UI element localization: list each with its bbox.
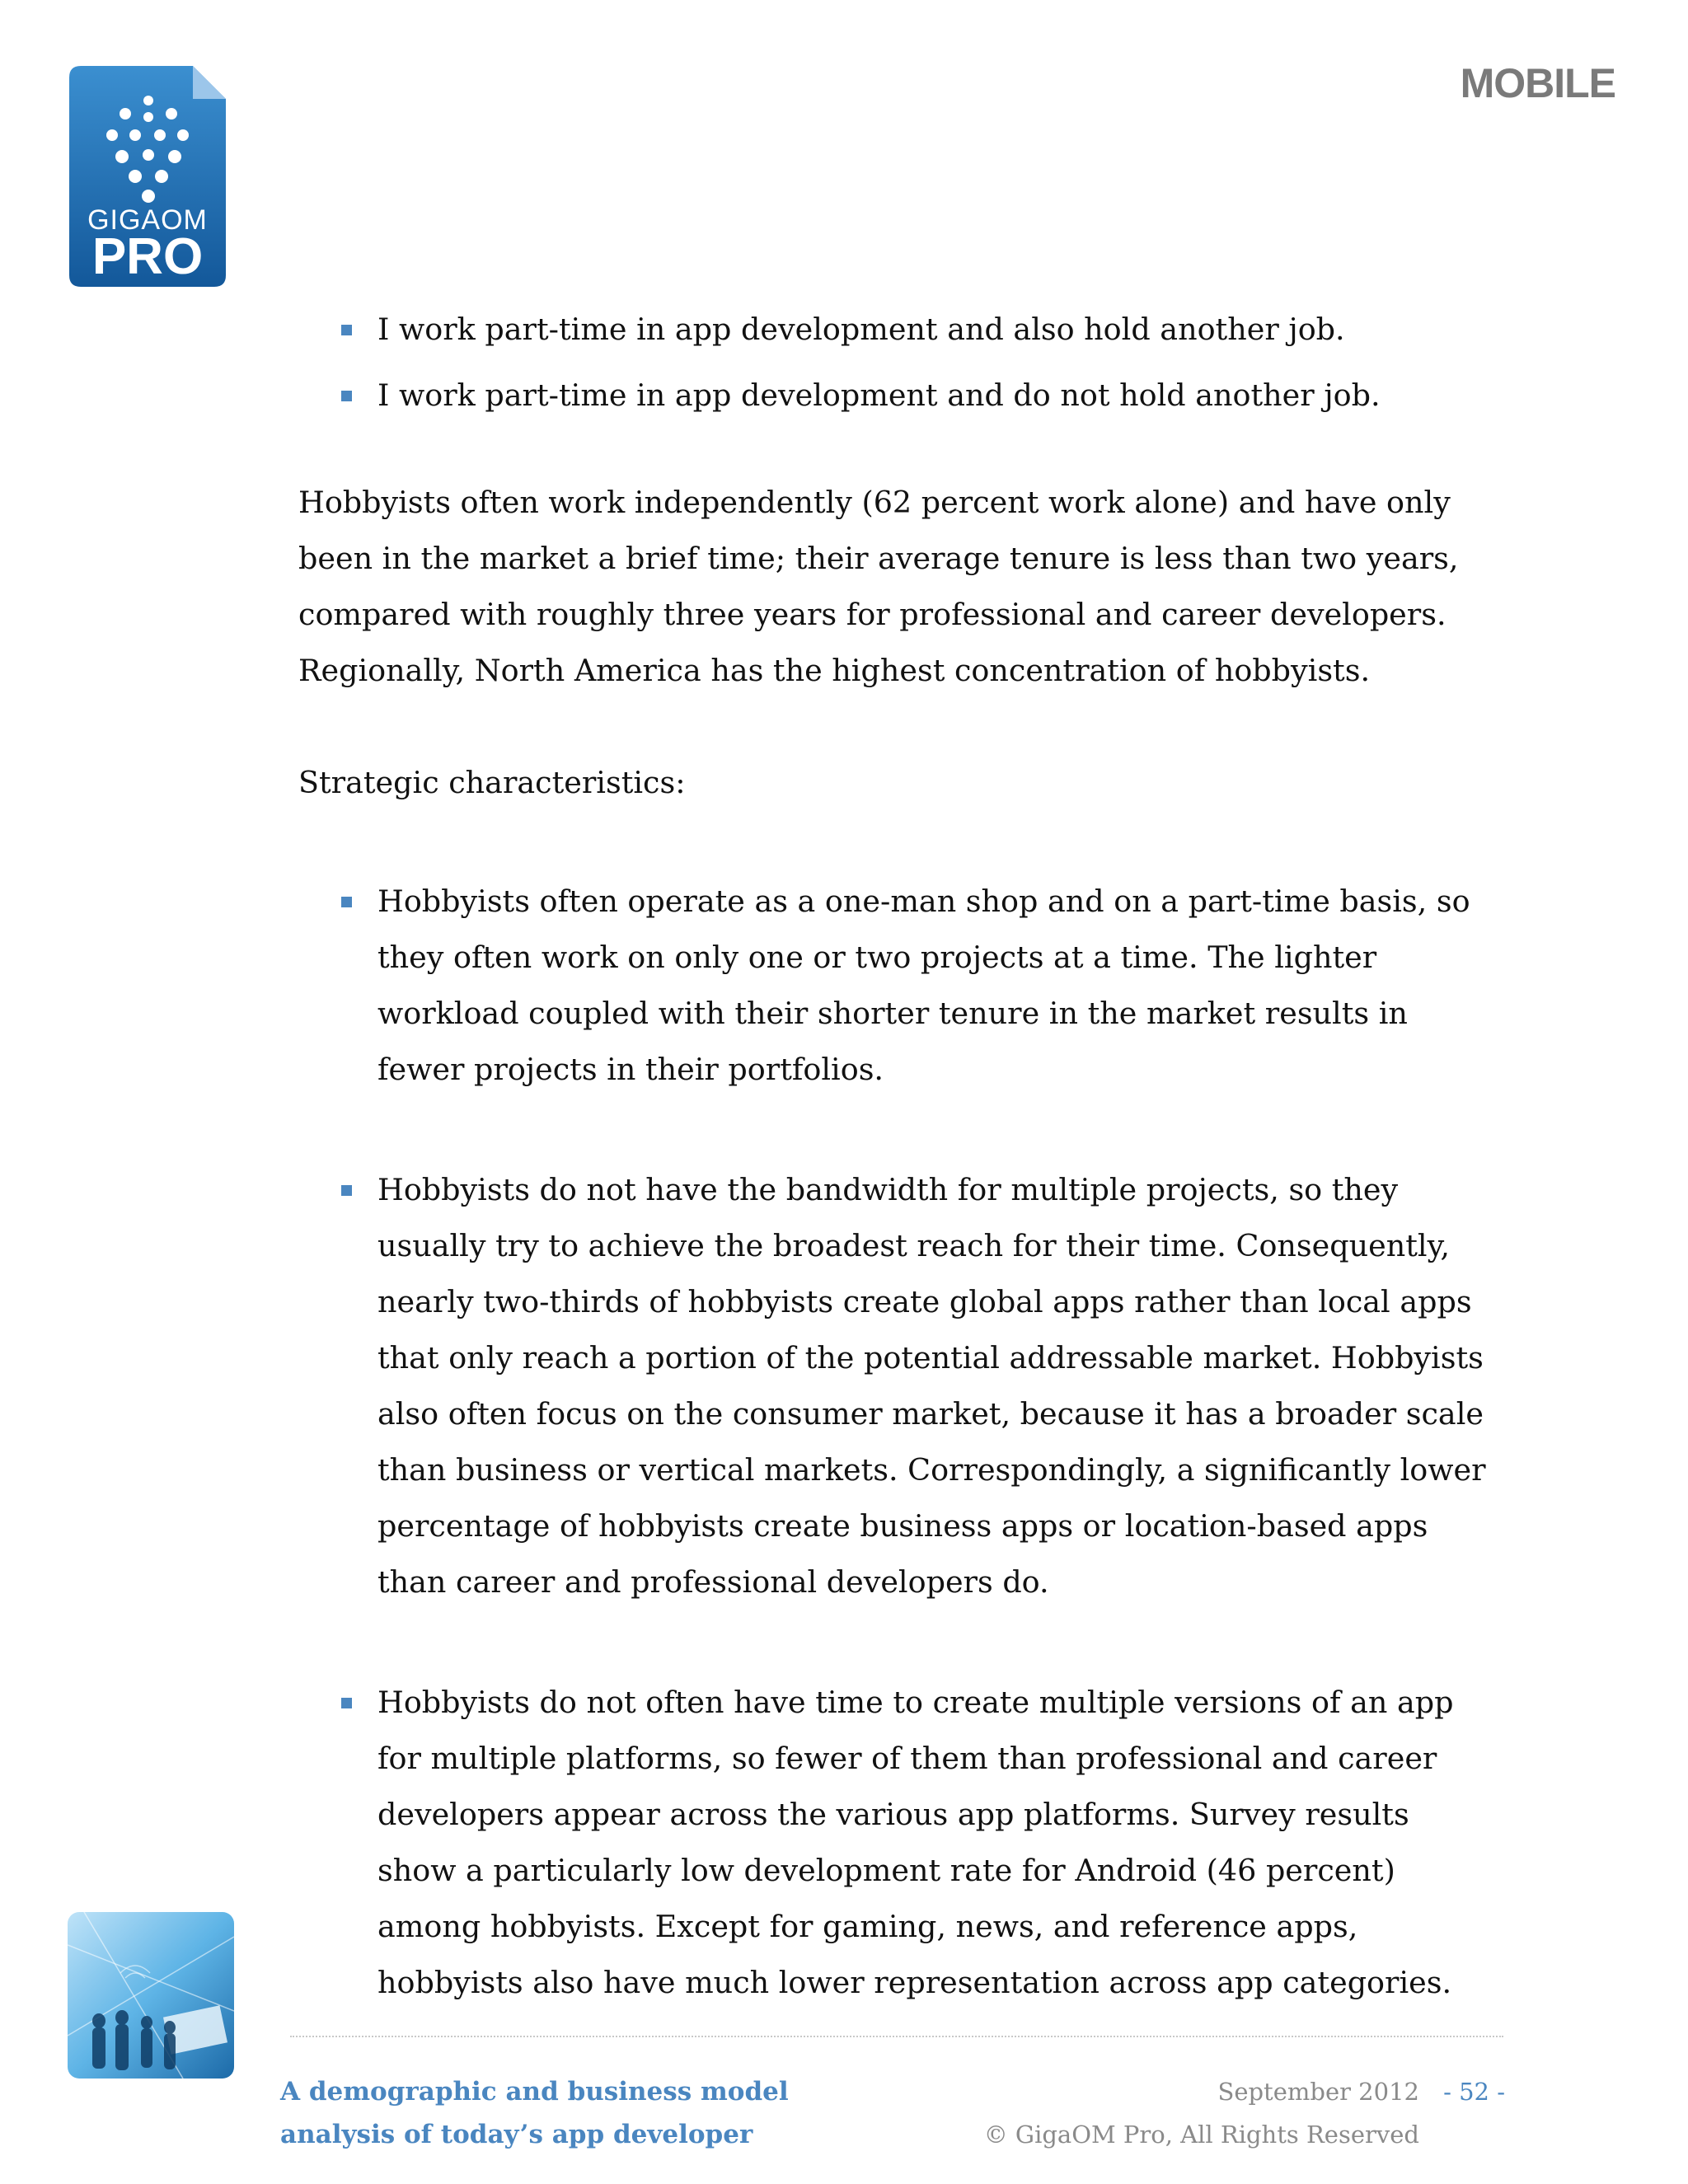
list-item [298, 874, 1493, 1098]
strategic-heading: Strategic characteristics: [298, 765, 686, 800]
footer-copyright: © GigaOM Pro, All Rights Reserved [983, 2121, 1419, 2149]
list-item [298, 1675, 1493, 2011]
characteristics-list [298, 874, 1493, 2011]
footer-divider [290, 2036, 1503, 2037]
footer-date: September 2012 [1217, 2078, 1419, 2106]
logo-text-top: GIGAOM [87, 204, 208, 236]
logo-text-bottom: PRO [91, 228, 204, 285]
list-item-text: Hobbyists often operate as a one-man shop and on a part-time basis, so they often work on only one or two projects at a time. The lighter workload coupled with their shorter tenure in the market results in fewer projects in their portfolios. [377, 883, 1470, 1087]
intro-list [298, 302, 1493, 424]
gigaom-pro-logo [69, 66, 226, 287]
section-label: MOBILE [1460, 60, 1615, 106]
business-people-thumbnail [68, 1912, 234, 2079]
list-item [298, 302, 1493, 358]
footer-title-line: A demographic and business model [280, 2077, 789, 2107]
square-bullet-icon [341, 1698, 352, 1708]
list-item-text: I work part-time in app development and also hold another job. [377, 312, 1345, 347]
square-bullet-icon [341, 897, 352, 907]
list-item-text: Hobbyists do not have the bandwidth for multiple projects, so they usually try to achieve the broadest reach for their time. Consequently, nearly two-thirds of hobbyists create global apps rather than local apps that only reach a portion of the potential addressable market. Hobbyists also often focus on the consumer market, because it has a broader scale than business or vertical markets. Correspondingly, a significantly lower percentage of hobbyists create business apps or location-based apps than career and professional developers do. [377, 1172, 1486, 1600]
list-item [298, 1162, 1493, 1610]
list-item [298, 368, 1493, 424]
page-number: - 52 - [1443, 2078, 1505, 2106]
square-bullet-icon [341, 1185, 352, 1196]
list-item-text: Hobbyists do not often have time to create multiple versions of an app for multiple platforms, so fewer of them than professional and career developers appear across the various app platforms. Survey results show a particularly low development rate for Android (46 percent) among hobbyists. Except for gaming, news, and reference apps, hobbyists also have much lower representation across app categories. [377, 1685, 1454, 2000]
square-bullet-icon [341, 391, 352, 401]
list-item-text: I work part-time in app development and do not hold another job. [377, 377, 1381, 413]
hobbyists-paragraph: Hobbyists often work independently (62 percent work alone) and have only been in the market a brief time; their average tenure is less than two years, compared with roughly three years for professional and career developers. Regionally, North America has the highest concentration of hobbyists. [298, 485, 1459, 688]
footer-title-line: analysis of today’s app developer [280, 2120, 753, 2149]
main-content [298, 302, 1493, 2075]
footer-report-title [280, 2070, 789, 2156]
square-bullet-icon [341, 325, 352, 335]
